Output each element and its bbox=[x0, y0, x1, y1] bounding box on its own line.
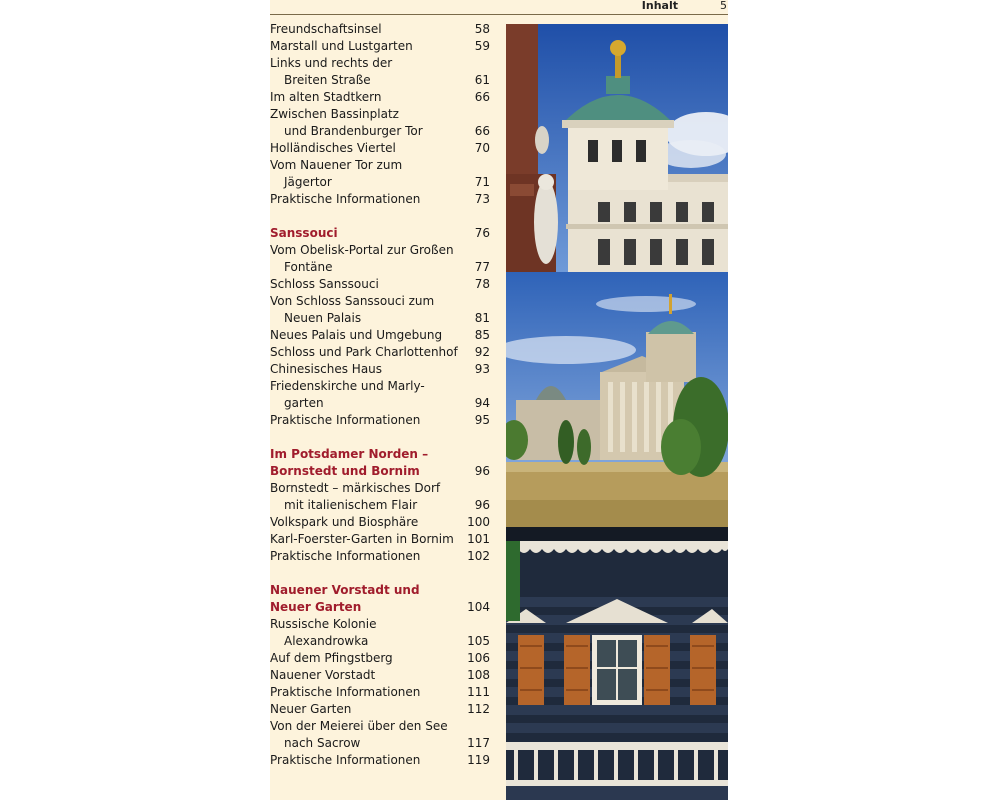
toc-entry-page: 101 bbox=[467, 532, 490, 546]
toc-entry-title: Alexandrowka bbox=[284, 634, 369, 648]
toc-entry-title: Nauener Vorstadt bbox=[270, 668, 376, 682]
toc-entry-title: Praktische Informationen bbox=[270, 685, 421, 699]
toc-entry-title: Neuen Palais bbox=[284, 311, 362, 325]
toc-entry-title: Chinesisches Haus bbox=[270, 362, 383, 376]
toc-entry-title: Russische Kolonie bbox=[270, 617, 377, 631]
photo-column bbox=[506, 24, 728, 800]
toc-entry bbox=[270, 123, 490, 140]
photo-neues-palais bbox=[506, 272, 728, 527]
toc-entry bbox=[270, 701, 490, 718]
toc-entry-title: nach Sacrow bbox=[284, 736, 361, 750]
toc-section-heading bbox=[270, 463, 490, 480]
toc-entry bbox=[270, 293, 490, 310]
toc-entry-title: Volkspark und Biosphäre bbox=[270, 515, 419, 529]
toc-entry-page: 102 bbox=[467, 549, 490, 563]
toc-entry bbox=[270, 191, 490, 208]
toc-entry-page: 104 bbox=[467, 600, 490, 614]
toc-entry-title: Praktische Informationen bbox=[270, 413, 421, 427]
toc-entry bbox=[270, 242, 490, 259]
toc-entry-title: Im Potsdamer Norden – bbox=[270, 447, 429, 461]
toc-entry-page: 119 bbox=[467, 753, 490, 767]
toc-entry-page: 96 bbox=[474, 498, 490, 512]
toc-entry-title: Schloss und Park Charlottenhof bbox=[270, 345, 458, 359]
toc-entry-title: Praktische Informationen bbox=[270, 192, 421, 206]
toc-entry-page: 93 bbox=[474, 362, 490, 376]
toc-entry-page: 66 bbox=[474, 90, 490, 104]
toc-entry-title: Breiten Straße bbox=[284, 73, 371, 87]
toc-entry bbox=[270, 667, 490, 684]
toc-entry-title: Jägertor bbox=[284, 175, 332, 189]
toc-entry bbox=[270, 735, 490, 752]
toc-entry-title: Freundschaftsinsel bbox=[270, 22, 382, 36]
toc-entry bbox=[270, 514, 490, 531]
toc-entry-title: Vom Obelisk-Portal zur Großen bbox=[270, 243, 454, 257]
toc-entry-page: 92 bbox=[474, 345, 490, 359]
toc-entry bbox=[270, 89, 490, 106]
toc-entry-title: Auf dem Pfingstberg bbox=[270, 651, 393, 665]
toc-entry-page: 106 bbox=[467, 651, 490, 665]
toc-entry-title: Nauener Vorstadt und bbox=[270, 583, 420, 597]
toc-entry-page: 73 bbox=[474, 192, 490, 206]
toc-entry bbox=[270, 531, 490, 548]
toc-entry-title: Von der Meierei über den See bbox=[270, 719, 448, 733]
toc-entry-title: Neuer Garten bbox=[270, 600, 362, 614]
toc-entry bbox=[270, 752, 490, 769]
toc-entry-title: Praktische Informationen bbox=[270, 549, 421, 563]
toc-entry bbox=[270, 480, 490, 497]
toc-entry bbox=[270, 412, 490, 429]
toc-entry-title: Karl-Foerster-Garten in Bornim bbox=[270, 532, 454, 546]
toc-entry-title: Links und rechts der bbox=[270, 56, 393, 70]
section-gap bbox=[270, 429, 490, 446]
toc-entry-title: mit italienischem Flair bbox=[284, 498, 418, 512]
toc-entry-page: 85 bbox=[474, 328, 490, 342]
section-gap bbox=[270, 208, 490, 225]
toc-entry-page: 58 bbox=[474, 22, 490, 36]
toc-entry bbox=[270, 174, 490, 191]
table-of-contents bbox=[270, 21, 490, 769]
toc-entry bbox=[270, 395, 490, 412]
toc-entry-title: Zwischen Bassinplatz bbox=[270, 107, 399, 121]
toc-entry bbox=[270, 361, 490, 378]
toc-entry-page: 105 bbox=[467, 634, 490, 648]
photo-palace-dome bbox=[506, 24, 728, 272]
toc-entry bbox=[270, 327, 490, 344]
toc-entry-title: Holländisches Viertel bbox=[270, 141, 396, 155]
toc-entry-page: 70 bbox=[474, 141, 490, 155]
toc-entry-page: 76 bbox=[474, 226, 490, 240]
toc-entry-page: 112 bbox=[467, 702, 490, 716]
toc-entry bbox=[270, 548, 490, 565]
toc-entry-page: 78 bbox=[474, 277, 490, 291]
toc-entry bbox=[270, 157, 490, 174]
toc-entry-title: Praktische Informationen bbox=[270, 753, 421, 767]
toc-entry-page: 96 bbox=[474, 464, 490, 478]
toc-entry-title: Vom Nauener Tor zum bbox=[270, 158, 403, 172]
toc-entry-title: Von Schloss Sanssouci zum bbox=[270, 294, 435, 308]
toc-entry-page: 94 bbox=[474, 396, 490, 410]
toc-entry-page: 111 bbox=[467, 685, 490, 699]
toc-entry bbox=[270, 106, 490, 123]
toc-entry-title: Bornstedt und Bornim bbox=[270, 464, 420, 478]
toc-entry bbox=[270, 276, 490, 293]
toc-entry bbox=[270, 718, 490, 735]
header-title: Inhalt bbox=[641, 0, 678, 12]
toc-entry-page: 66 bbox=[474, 124, 490, 138]
toc-entry-page: 117 bbox=[467, 736, 490, 750]
toc-entry bbox=[270, 55, 490, 72]
running-header bbox=[270, 0, 728, 15]
toc-entry-page: 81 bbox=[474, 311, 490, 325]
toc-entry-page: 108 bbox=[467, 668, 490, 682]
toc-entry-page: 95 bbox=[474, 413, 490, 427]
toc-entry-title: Fontäne bbox=[284, 260, 333, 274]
toc-entry bbox=[270, 38, 490, 55]
toc-entry-title: Im alten Stadtkern bbox=[270, 90, 382, 104]
toc-entry-page: 100 bbox=[467, 515, 490, 529]
toc-entry-title: garten bbox=[284, 396, 324, 410]
toc-entry bbox=[270, 310, 490, 327]
toc-entry-title: Neues Palais und Umgebung bbox=[270, 328, 443, 342]
toc-entry bbox=[270, 21, 490, 38]
toc-entry bbox=[270, 72, 490, 89]
toc-entry-page: 59 bbox=[474, 39, 490, 53]
header-page-number: 5 bbox=[720, 0, 727, 12]
toc-section-heading bbox=[270, 582, 490, 599]
toc-entry-title: Sanssouci bbox=[270, 226, 338, 240]
toc-entry-page: 77 bbox=[474, 260, 490, 274]
section-gap bbox=[270, 565, 490, 582]
toc-entry-title: Bornstedt – märkisches Dorf bbox=[270, 481, 441, 495]
toc-entry-page: 61 bbox=[474, 73, 490, 87]
toc-entry bbox=[270, 633, 490, 650]
toc-entry bbox=[270, 378, 490, 395]
toc-section-heading bbox=[270, 225, 490, 242]
toc-entry bbox=[270, 497, 490, 514]
photo-russian-log-house bbox=[506, 527, 728, 800]
toc-entry-title: Neuer Garten bbox=[270, 702, 352, 716]
toc-entry-title: und Brandenburger Tor bbox=[284, 124, 423, 138]
toc-entry-title: Marstall und Lustgarten bbox=[270, 39, 413, 53]
toc-section-heading bbox=[270, 599, 490, 616]
toc-entry bbox=[270, 344, 490, 361]
toc-entry bbox=[270, 616, 490, 633]
toc-section-heading bbox=[270, 446, 490, 463]
toc-entry-title: Friedenskirche und Marly- bbox=[270, 379, 425, 393]
toc-entry bbox=[270, 259, 490, 276]
toc-entry-title: Schloss Sanssouci bbox=[270, 277, 379, 291]
toc-entry bbox=[270, 650, 490, 667]
toc-entry-page: 71 bbox=[474, 175, 490, 189]
book-page bbox=[270, 0, 728, 800]
toc-entry bbox=[270, 684, 490, 701]
toc-entry bbox=[270, 140, 490, 157]
